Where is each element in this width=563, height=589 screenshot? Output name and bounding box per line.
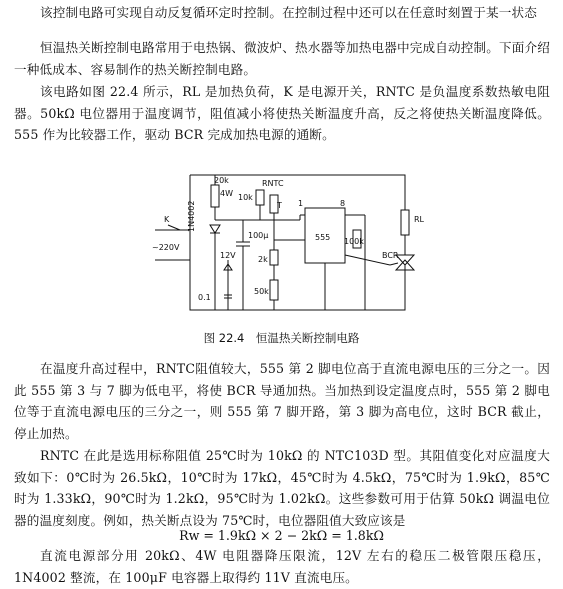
label-rl: RL [414, 215, 425, 224]
label-rntc: RNTC [262, 179, 284, 188]
label-t: T [277, 201, 282, 210]
label-220v: ~220V [152, 243, 180, 252]
circuit-diagram [150, 170, 450, 320]
paragraph-2: 该电路如图 22.4 所示，RL 是加热负荷，K 是电源开关，RNTC 是负温度系数热敏电阻器。50kΩ 电位器用于温度调节，阻值减小将使热关断温度升高，反之将使热关断温度降低。555 作为比较器工作，驱动 BCR 完成加热电源的通断。 [14, 84, 550, 142]
paragraph-0: 该控制电路可实现自动反复循环定时控制。在控制过程中还可以在任意时刻置于某一状态 [40, 5, 538, 20]
figure-caption: 图 22.4 恒温热关断控制电路 [203, 331, 360, 345]
label-12v: 12V [220, 251, 236, 260]
label-20k: 20k [214, 176, 229, 185]
label-2k: 2k [258, 255, 268, 264]
label-4w: 4W [220, 189, 233, 198]
label-pin8: 8 [340, 199, 346, 208]
paragraph-3: 在温度升高过程中，RNTC阻值较大，555 第 2 脚电位高于直流电源电压的三分之一。因此 555 第 3 与 7 脚为低电平，将使 BCR 导通加热。当加热到设定温度点时，555 第 2 脚电位等于直流电源电压的三分之一，则 555 第 7 脚开路，第 3 脚为高电位，这时 BCR 截止，停止加热。 [14, 361, 550, 441]
label-pin1: 1 [298, 199, 304, 208]
label-bcr: BCR [382, 251, 399, 260]
label-100u: 100μ [248, 231, 269, 240]
paragraph-5: 直流电源部分用 20kΩ、4W 电阻器降压限流，12V 左右的稳压二极管限压稳压，1N4002 整流，在 100μF 电容器上取得约 11V 直流电压。 [14, 548, 550, 585]
label-k: K [164, 215, 170, 224]
paragraph-4: RNTC 在此是选用标称阻值 25℃时为 10kΩ 的 NTC103D 型。其阻值变化对应温度大致如下：0℃时为 26.5kΩ，10℃时为 17kΩ，45℃时为 4.5kΩ，75℃时为 1.9kΩ，85℃时为 1.33kΩ，90℃时为 1.2kΩ，95℃时为 1.02kΩ。这些参数可用于估算 50kΩ 调温电位器的温度刻度。例如，热关断点设为 75℃时，电位器阻值大致应该是 [14, 448, 550, 528]
label-555: 555 [315, 233, 331, 242]
paragraph-1: 恒温热关断控制电路常用于电热锅、微波炉、热水器等加热电器中完成自动控制。下面介绍一种低成本、容易制作的热关断控制电路。 [14, 40, 550, 77]
label-100k: 100k [344, 237, 364, 246]
label-10k: 10k [238, 193, 253, 202]
label-1n4002: 1N4002 [187, 200, 196, 232]
label-50k: 50k [254, 287, 269, 296]
formula: Rw = 1.9kΩ × 2 − 2kΩ = 1.8kΩ [179, 528, 384, 543]
label-0-1: 0.1 [198, 293, 211, 302]
